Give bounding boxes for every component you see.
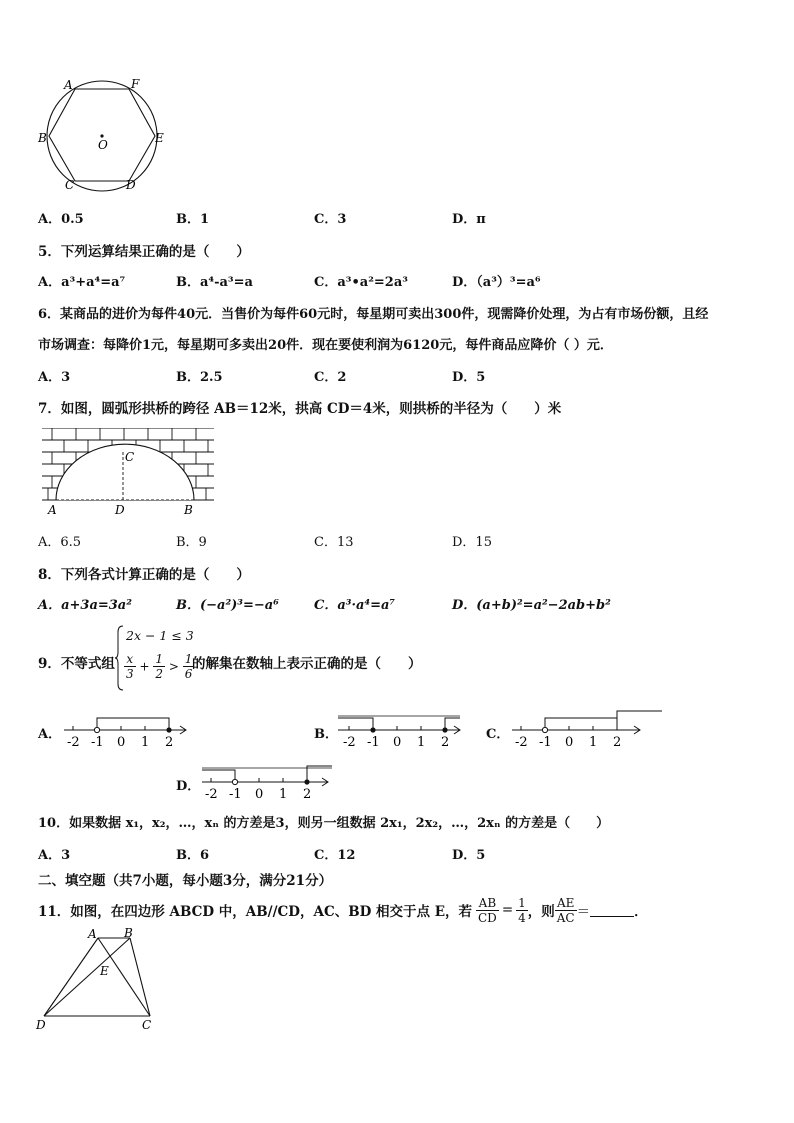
tick-label: -2	[343, 735, 356, 750]
frac1-num: x	[124, 652, 136, 667]
q6-option-a[interactable]: A．3	[38, 370, 71, 385]
frac3-num: 1	[184, 652, 193, 666]
frac3-den: 6	[184, 667, 193, 681]
q4-option-b[interactable]: B．1	[176, 212, 210, 227]
q6-option-d[interactable]: D．5	[452, 370, 486, 385]
q6-option-b[interactable]: B．2.5	[176, 370, 223, 385]
q11-text: 11．如图，在四边形 ABCD 中，AB//CD，AC、BD 相交于点 E，若	[38, 904, 472, 920]
hexagon-circle-figure	[34, 76, 170, 194]
q9-option-b-letter[interactable]: B．	[314, 727, 338, 742]
label-a: A	[64, 78, 73, 92]
label-e: E	[155, 131, 164, 145]
label-b: B	[38, 131, 47, 145]
q9-number-line-c[interactable]	[510, 708, 664, 752]
q10-option-d[interactable]: D．5	[452, 848, 486, 863]
label-d: D	[36, 1018, 46, 1032]
frac2-num: 1	[155, 652, 163, 666]
label-a: A	[48, 503, 57, 516]
q6-option-c[interactable]: C．2	[314, 370, 347, 385]
q5-stem: 5．下列运算结果正确的是（ ）	[38, 244, 250, 260]
tick-label: 2	[441, 735, 450, 750]
q11-mid: ，则	[527, 904, 555, 920]
tick-label: -2	[67, 735, 80, 750]
tick-label: -2	[205, 787, 218, 802]
q7-option-b[interactable]: B．9	[176, 535, 207, 550]
q8-option-b[interactable]: B．(−a²)³=−a⁶	[176, 598, 279, 613]
q4-option-d[interactable]: D．π	[452, 212, 486, 227]
q5-option-b[interactable]: B．a⁴-a³=a	[176, 275, 253, 290]
tick-label: 1	[417, 735, 426, 750]
q9-number-line-d[interactable]	[200, 762, 336, 804]
tick-label: 0	[117, 735, 126, 750]
q6-stem-line2: 市场调查：每降价1元，每星期可多卖出20件．现在要使利润为6120元，每件商品应降价（ ）元．	[38, 338, 613, 353]
q11-stem	[38, 892, 648, 928]
label-f: F	[131, 77, 140, 91]
q10-stem: 10．如果数据 x₁，x₂，…，xₙ 的方差是3，则另一组数据 2x₁，2x₂，…，2xₙ 的方差是（ ）	[38, 816, 610, 831]
frac-ae: AE	[555, 896, 577, 911]
q8-option-a[interactable]: A．a+3a=3a²	[38, 598, 132, 613]
frac-1: 1	[518, 895, 526, 910]
tick-label: 0	[255, 787, 264, 802]
q7-option-a[interactable]: A．6.5	[38, 535, 82, 550]
tick-label: 2	[165, 735, 174, 750]
q7-stem: 7．如图，圆弧形拱桥的跨径 AB＝12米，拱高 CD＝4米，则拱桥的半径为（ ）米	[38, 401, 562, 417]
label-o: O	[98, 138, 108, 152]
q9-number-line-b[interactable]	[336, 710, 466, 752]
tick-label: 2	[303, 787, 312, 802]
label-a: A	[88, 927, 97, 941]
q5-option-d[interactable]: D．（a³）³=a⁶	[452, 275, 541, 290]
tick-label: -1	[91, 735, 104, 750]
tick-label: 1	[279, 787, 288, 802]
label-b: B	[184, 503, 193, 516]
q4-option-a[interactable]: A．0.5	[38, 212, 84, 227]
tick-label: 0	[393, 735, 402, 750]
q9-inequality-1: 2x − 1 ≤ 3	[126, 628, 194, 643]
tick-label: 1	[589, 735, 598, 750]
q11-equals: ＝	[576, 904, 591, 920]
frac-ac: AC	[556, 910, 575, 925]
tick-label: -1	[539, 735, 552, 750]
frac-cd: CD	[478, 910, 497, 925]
arch-bridge-figure	[38, 424, 218, 516]
q9-option-c-letter[interactable]: C．	[486, 727, 510, 742]
q9-option-d-letter[interactable]: D．	[176, 779, 201, 794]
frac1-den: 3	[126, 667, 134, 681]
q5-option-c[interactable]: C．a³•a²=2a³	[314, 275, 408, 290]
q9-number-line-a[interactable]	[62, 710, 192, 752]
label-c: C	[65, 178, 75, 192]
tick-label: 2	[613, 735, 622, 750]
plus-sign: +	[139, 659, 150, 674]
label-d: D	[115, 503, 125, 516]
section-2-heading: 二、填空题（共7小题，每小题3分，满分21分）	[38, 873, 333, 889]
q10-option-a[interactable]: A．3	[38, 848, 71, 863]
trapezoid-figure	[34, 926, 164, 1032]
q10-option-b[interactable]: B．6	[176, 848, 210, 863]
q9-prefix: 9．不等式组	[38, 656, 115, 672]
q9-option-a-letter[interactable]: A．	[38, 727, 62, 742]
label-c: C	[142, 1018, 152, 1032]
tick-label: 0	[565, 735, 574, 750]
frac2-den: 2	[155, 667, 163, 681]
frac-4: 4	[518, 910, 526, 925]
equals-sign: =	[501, 902, 514, 918]
label-c: C	[125, 450, 135, 464]
q9-inequality-2	[124, 652, 194, 681]
gt-sign: >	[168, 659, 179, 674]
label-b: B	[124, 926, 133, 940]
q5-option-a[interactable]: A．a³+a⁴=a⁷	[38, 275, 126, 290]
q8-option-d[interactable]: D．(a+b)²=a²−2ab+b²	[452, 598, 611, 613]
answer-blank[interactable]	[590, 904, 634, 917]
tick-label: -2	[515, 735, 528, 750]
q6-stem-line1: 6．某商品的进价为每件40元．当售价为每件60元时，每星期可卖出300件，现需降价处理，为占有市场份额，且经	[38, 307, 709, 322]
q8-stem: 8．下列各式计算正确的是（ ）	[38, 567, 250, 583]
frac-ab: AB	[476, 896, 499, 911]
tick-label: 1	[141, 735, 150, 750]
q9-suffix: 的解集在数轴上表示正确的是（ ）	[192, 656, 422, 672]
q10-option-c[interactable]: C．12	[314, 848, 356, 863]
q7-option-c[interactable]: C．13	[314, 535, 354, 550]
q8-option-c[interactable]: C．a³·a⁴=a⁷	[314, 598, 396, 613]
label-e: E	[100, 964, 109, 978]
q7-option-d[interactable]: D．15	[452, 535, 492, 550]
label-d: D	[126, 178, 136, 192]
system-brace	[114, 624, 124, 692]
q11-period: ．	[634, 904, 648, 920]
q4-option-c[interactable]: C．3	[314, 212, 347, 227]
tick-label: -1	[367, 735, 380, 750]
tick-label: -1	[229, 787, 242, 802]
